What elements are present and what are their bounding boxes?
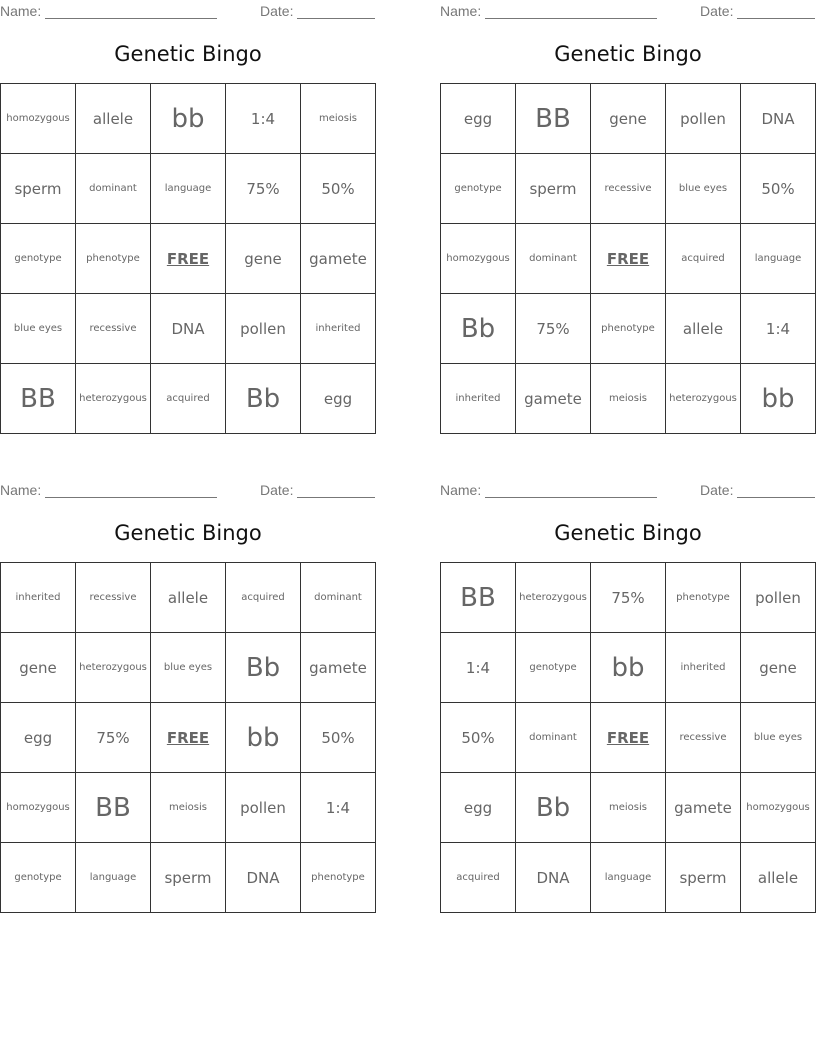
bingo-grid [440, 83, 816, 434]
grid-cell: recessive [591, 154, 666, 224]
grid-row [1, 364, 376, 434]
grid-cell: phenotype [591, 294, 666, 364]
date-field[interactable]: Date: [260, 482, 375, 498]
grid-cell: gamete [301, 224, 376, 294]
grid-cell: homozygous [741, 773, 816, 843]
grid-cell: bb [226, 703, 301, 773]
grid-cell: heterozygous [516, 563, 591, 633]
grid-row [441, 773, 816, 843]
bingo-card-3 [0, 479, 376, 919]
grid-cell: acquired [666, 224, 741, 294]
grid-cell: heterozygous [76, 364, 151, 434]
grid-cell: gene [741, 633, 816, 703]
free-space-cell: FREE [591, 224, 666, 294]
free-space-cell: FREE [591, 703, 666, 773]
grid-cell: genotype [1, 843, 76, 913]
grid-cell: 50% [301, 154, 376, 224]
grid-row [441, 843, 816, 913]
bingo-grid [0, 562, 376, 913]
grid-cell: phenotype [666, 563, 741, 633]
grid-cell: language [151, 154, 226, 224]
grid-cell: gene [591, 84, 666, 154]
grid-cell: egg [441, 773, 516, 843]
grid-cell: 75% [591, 563, 666, 633]
grid-cell: gene [226, 224, 301, 294]
name-blank-line [485, 483, 657, 498]
grid-cell: DNA [226, 843, 301, 913]
grid-cell: pollen [666, 84, 741, 154]
card-header [440, 0, 816, 22]
grid-row [441, 563, 816, 633]
card-title: Genetic Bingo [554, 42, 702, 66]
grid-row [1, 843, 376, 913]
grid-cell: sperm [666, 843, 741, 913]
grid-cell: language [741, 224, 816, 294]
grid-cell: meiosis [151, 773, 226, 843]
grid-cell: allele [741, 843, 816, 913]
grid-cell: Bb [226, 364, 301, 434]
name-field[interactable]: Name: [440, 482, 657, 498]
free-space-cell: FREE [151, 703, 226, 773]
grid-cell: sperm [1, 154, 76, 224]
grid-cell: dominant [516, 224, 591, 294]
grid-cell: 75% [226, 154, 301, 224]
grid-cell: Bb [441, 294, 516, 364]
date-field[interactable]: Date: [700, 3, 815, 19]
grid-cell: genotype [1, 224, 76, 294]
grid-cell: egg [1, 703, 76, 773]
grid-row [1, 633, 376, 703]
grid-cell: bb [151, 84, 226, 154]
grid-cell: 50% [441, 703, 516, 773]
date-field[interactable]: Date: [260, 3, 375, 19]
grid-cell: inherited [441, 364, 516, 434]
grid-cell: DNA [516, 843, 591, 913]
grid-row [1, 773, 376, 843]
card-title: Genetic Bingo [114, 521, 262, 545]
grid-row [1, 224, 376, 294]
grid-cell: genotype [516, 633, 591, 703]
bingo-card-1 [0, 0, 376, 440]
grid-cell: homozygous [441, 224, 516, 294]
grid-row [441, 364, 816, 434]
grid-cell: recessive [666, 703, 741, 773]
grid-cell: BB [76, 773, 151, 843]
name-field[interactable]: Name: [440, 3, 657, 19]
grid-cell: acquired [226, 563, 301, 633]
grid-row [441, 703, 816, 773]
grid-cell: blue eyes [1, 294, 76, 364]
grid-row [1, 294, 376, 364]
grid-cell: pollen [226, 294, 301, 364]
grid-row [441, 224, 816, 294]
grid-cell: recessive [76, 294, 151, 364]
grid-cell: pollen [226, 773, 301, 843]
grid-cell: gene [1, 633, 76, 703]
grid-row [1, 154, 376, 224]
grid-cell: allele [666, 294, 741, 364]
grid-cell: allele [151, 563, 226, 633]
grid-cell: genotype [441, 154, 516, 224]
date-blank-line [297, 483, 375, 498]
grid-cell: blue eyes [741, 703, 816, 773]
grid-cell: DNA [151, 294, 226, 364]
grid-cell: BB [516, 84, 591, 154]
grid-row [1, 563, 376, 633]
grid-cell: 1:4 [226, 84, 301, 154]
grid-cell: 50% [741, 154, 816, 224]
grid-cell: language [76, 843, 151, 913]
grid-cell: egg [441, 84, 516, 154]
grid-cell: sperm [151, 843, 226, 913]
grid-cell: gamete [516, 364, 591, 434]
grid-cell: heterozygous [76, 633, 151, 703]
grid-cell: dominant [76, 154, 151, 224]
grid-cell: gamete [666, 773, 741, 843]
grid-row [1, 84, 376, 154]
grid-cell: Bb [516, 773, 591, 843]
grid-cell: inherited [1, 563, 76, 633]
free-space-cell: FREE [151, 224, 226, 294]
grid-cell: allele [76, 84, 151, 154]
grid-cell: 75% [76, 703, 151, 773]
grid-cell: 50% [301, 703, 376, 773]
name-blank-line [485, 4, 657, 19]
grid-row [441, 84, 816, 154]
card-header [0, 0, 376, 22]
date-field[interactable]: Date: [700, 482, 815, 498]
bingo-card-2 [440, 0, 816, 440]
card-header [0, 479, 376, 501]
grid-cell: Bb [226, 633, 301, 703]
grid-cell: heterozygous [666, 364, 741, 434]
grid-cell: pollen [741, 563, 816, 633]
grid-row [441, 294, 816, 364]
grid-cell: dominant [301, 563, 376, 633]
grid-cell: DNA [741, 84, 816, 154]
name-blank-line [45, 483, 217, 498]
bingo-grid [0, 83, 376, 434]
grid-cell: inherited [301, 294, 376, 364]
grid-cell: dominant [516, 703, 591, 773]
bingo-card-4 [440, 479, 816, 919]
bingo-grid [440, 562, 816, 913]
grid-cell: bb [741, 364, 816, 434]
date-blank-line [737, 483, 815, 498]
grid-cell: inherited [666, 633, 741, 703]
grid-row [1, 703, 376, 773]
grid-cell: gamete [301, 633, 376, 703]
grid-row [441, 633, 816, 703]
grid-cell: language [591, 843, 666, 913]
grid-cell: sperm [516, 154, 591, 224]
grid-cell: blue eyes [666, 154, 741, 224]
grid-cell: bb [591, 633, 666, 703]
grid-cell: acquired [151, 364, 226, 434]
card-title: Genetic Bingo [114, 42, 262, 66]
grid-cell: meiosis [301, 84, 376, 154]
date-blank-line [297, 4, 375, 19]
card-title: Genetic Bingo [554, 521, 702, 545]
grid-cell: blue eyes [151, 633, 226, 703]
grid-row [441, 154, 816, 224]
grid-cell: homozygous [1, 773, 76, 843]
name-field[interactable]: Name: [0, 482, 217, 498]
name-blank-line [45, 4, 217, 19]
grid-cell: BB [1, 364, 76, 434]
grid-cell: egg [301, 364, 376, 434]
grid-cell: 75% [516, 294, 591, 364]
grid-cell: homozygous [1, 84, 76, 154]
grid-cell: recessive [76, 563, 151, 633]
card-header [440, 479, 816, 501]
grid-cell: 1:4 [741, 294, 816, 364]
name-field[interactable]: Name: [0, 3, 217, 19]
grid-cell: phenotype [301, 843, 376, 913]
grid-cell: meiosis [591, 773, 666, 843]
grid-cell: BB [441, 563, 516, 633]
date-blank-line [737, 4, 815, 19]
grid-cell: meiosis [591, 364, 666, 434]
grid-cell: 1:4 [301, 773, 376, 843]
grid-cell: 1:4 [441, 633, 516, 703]
grid-cell: acquired [441, 843, 516, 913]
grid-cell: phenotype [76, 224, 151, 294]
